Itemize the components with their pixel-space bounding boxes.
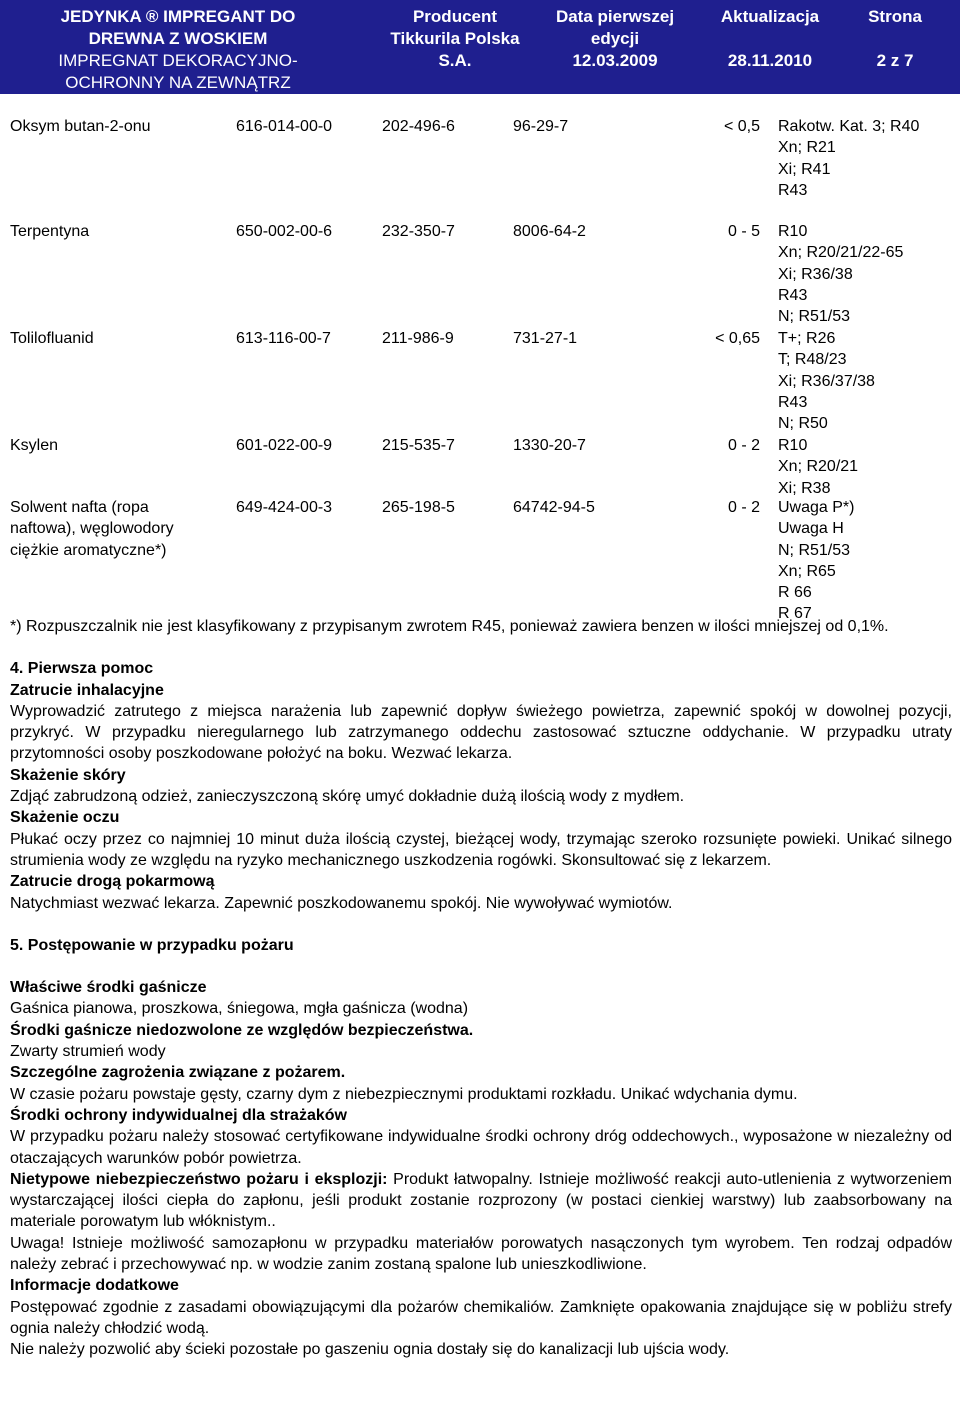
firefighter-ppe-text: W przypadku pożaru należy stosować certyfikowane indywidualne środki ochrony dróg oddechowych., wyposażone w niezależny od otaczających warunków pobór powietrza. — [10, 1128, 952, 1167]
header-line — [700, 28, 840, 50]
class-line: N; R51/53 — [778, 308, 851, 326]
index-number: 616-014-00-0 — [236, 118, 333, 135]
header-update — [700, 6, 840, 72]
cas-number: 8006-64-2 — [513, 223, 586, 240]
unsuitable-extinguishing-heading: Środki gaśnicze niedozwolone ze względów bezpieczeństwa. — [10, 1021, 474, 1039]
component-name — [10, 435, 58, 456]
index-number: 613-116-00-7 — [236, 330, 331, 347]
cas-number: 96-29-7 — [513, 118, 569, 135]
class-line: R43 — [778, 286, 808, 304]
class-line: Xn; R21 — [778, 139, 836, 157]
name-line: Tolilofluanid — [10, 330, 94, 347]
component-name — [10, 116, 151, 137]
cas-number: 731-27-1 — [513, 330, 578, 347]
extinguishing-text: Gaśnica pianowa, proszkowa, śniegowa, mgła gaśnicza (wodna) — [10, 1000, 469, 1018]
class-line: Uwaga H — [778, 520, 844, 538]
header-first-edition — [540, 6, 690, 72]
inhalation-text: Wyprowadzić zatrutego z miejsca narażenia lub zapewnić dopływ świeżego powietrza, zapewnić spokój w dowolnej pozycji, przykryć. W przypadku nieregularnego lub zatrzymanego oddechu zastosować sztuczne oddychanie. W przypadku utraty przytomności osoby poszkodowane położyć na boku. Wezwać lekarza. — [10, 702, 952, 763]
header-product-name — [8, 6, 348, 94]
class-line: Xi; R36/38 — [778, 265, 853, 283]
header-line: Tikkurila Polska — [390, 29, 520, 48]
section-5-title: 5. Postępowanie w przypadku pożaru — [10, 936, 294, 954]
additional-info-text: Postępować zgodnie z zasadami obowiązującymi dla pożarów chemikaliów. Zamknięte opakowania znajdujące się w pobliżu strefy ognia należy chłodzić wodą. — [10, 1298, 952, 1337]
component-name — [10, 221, 89, 242]
class-line: Xn; R20/21 — [778, 458, 859, 476]
inhalation-heading: Zatrucie inhalacyjne — [10, 681, 164, 699]
class-line: R43 — [778, 181, 808, 199]
oral-heading: Zatrucie drogą pokarmową — [10, 873, 215, 891]
classification — [778, 328, 875, 434]
unsuitable-extinguishing-text: Zwarty strumień wody — [10, 1043, 166, 1061]
class-line: Xi; R38 — [778, 479, 831, 497]
class-line: Xi; R36/37/38 — [778, 372, 875, 390]
cas-number: 1330-20-7 — [513, 437, 586, 454]
class-line: N; R51/53 — [778, 541, 851, 559]
classification — [778, 116, 919, 201]
skin-heading: Skażenie skóry — [10, 766, 126, 784]
table-row — [10, 116, 955, 221]
class-line: Uwaga P*) — [778, 499, 855, 516]
eyes-heading: Skażenie oczu — [10, 809, 120, 827]
header-line: OCHRONNY NA ZEWNĄTRZ — [65, 73, 291, 92]
index-number: 649-424-00-3 — [236, 499, 333, 516]
header-line: Strona — [868, 7, 922, 26]
header-page — [840, 6, 950, 72]
classification — [778, 435, 858, 499]
table-row — [10, 497, 955, 625]
component-name — [10, 497, 174, 561]
oral-text: Natychmiast wezwać lekarza. Zapewnić poszkodowanemu spokój. Nie wywoływać wymiotów. — [10, 894, 673, 912]
header-line — [840, 28, 950, 50]
header-line: 12.03.2009 — [572, 51, 658, 70]
header-line: IMPREGNAT DEKORACYJNO- — [58, 51, 298, 70]
classification — [778, 497, 854, 625]
table-row — [10, 328, 955, 435]
header-line: 2 z 7 — [876, 51, 914, 70]
spacer — [10, 914, 952, 935]
name-line: Oksym butan-2-onu — [10, 118, 151, 135]
components-table — [10, 116, 955, 625]
footnote: *) Rozpuszczalnik nie jest klasyfikowany z przypisanym zwrotem R45, ponieważ zawiera benzen w ilości mniejszej od 0,1%. — [10, 618, 889, 635]
header-producer — [370, 6, 540, 72]
class-line: Xi; R41 — [778, 160, 831, 178]
name-line: naftowa), węglowodory — [10, 520, 174, 538]
concentration: < 0,5 — [723, 118, 760, 135]
concentration: < 0,65 — [715, 330, 760, 347]
class-line: N; R50 — [778, 415, 828, 433]
header-line: S.A. — [438, 51, 472, 70]
spacer — [10, 637, 952, 658]
concentration: 0 - 2 — [727, 499, 760, 516]
ec-number: 211-986-9 — [382, 330, 454, 347]
class-line: R 66 — [778, 584, 812, 602]
ec-number: 232-350-7 — [382, 223, 455, 240]
section-4-title: 4. Pierwsza pomoc — [10, 660, 154, 678]
extinguishing-heading: Właściwe środki gaśnicze — [10, 979, 207, 997]
header-line: edycji — [590, 29, 640, 48]
concentration: 0 - 2 — [727, 437, 760, 454]
class-line: T+; R26 — [778, 330, 836, 347]
firefighter-ppe-heading: Środki ochrony indywidualnej dla strażaków — [10, 1106, 347, 1124]
class-line: R 67 — [778, 605, 812, 623]
warning-text: Uwaga! Istnieje możliwość samozapłonu w przypadku materiałów porowatych nasączonych tym wyrobem. Ten rodzaj odpadów należy zebrać i przechowywać np. w wodzie zanim zostaną spalone lub unieszkodliwione. — [10, 1234, 952, 1274]
ec-number: 265-198-5 — [382, 499, 455, 516]
additional-info-heading: Informacje dodatkowe — [10, 1277, 179, 1295]
class-line: R43 — [778, 393, 808, 411]
unusual-hazard-text: Produkt łatwopalny. Istnieje możliwość reakcji auto-utlenienia z wytworzeniem wystarczającej ilości ciepła do zapłonu, jeśli produkt zostanie rozprozony (w postaci cienkiej warstwy) lub zaabsorbowany na materiale porowatym lub włóknistym.. — [10, 1170, 953, 1231]
fire-hazards-text: W czasie pożaru powstaje gęsty, czarny dym z niebezpiecznymi produktami rozkładu. Unikać wdychania dymu. — [10, 1085, 798, 1103]
name-line: Terpentyna — [10, 223, 90, 240]
eyes-text: Płukać oczy przez co najmniej 10 minut duża ilością czystej, bieżącej wody, trzymając szeroko rozsunięte powieki. Unikać silnego strumienia wody ze względu na ryzyko mechanicznego uszkodzenia rogówki. Skonsultować się z lekarzem. — [10, 830, 952, 869]
fire-hazards-heading: Szczególne zagrożenia związane z pożarem. — [10, 1064, 346, 1082]
header-line: 28.11.2010 — [727, 51, 813, 70]
table-row — [10, 221, 955, 328]
component-name — [10, 328, 94, 349]
document-body — [10, 616, 952, 1361]
index-number: 601-022-00-9 — [236, 437, 333, 454]
concentration: 0 - 5 — [727, 223, 760, 240]
skin-text: Zdjąć zabrudzoną odzież, zanieczyszczoną skórę umyć dokładnie dużą ilością wody z mydłem. — [10, 788, 685, 806]
name-line: Ksylen — [10, 437, 59, 454]
header-line: Aktualizacja — [720, 7, 820, 26]
class-line: R10 — [778, 223, 808, 240]
class-line: T; R48/23 — [778, 351, 847, 369]
class-line: R10 — [778, 437, 808, 454]
additional-info-text-2: Nie należy pozwolić aby ścieki pozostałe po gaszeniu ognia dostały się do kanalizacji lub ujścia wody. — [10, 1341, 730, 1359]
class-line: Xn; R20/21/22-65 — [778, 244, 904, 262]
table-row — [10, 435, 955, 497]
class-line: Xn; R65 — [778, 562, 836, 580]
unusual-hazard-paragraph — [10, 1169, 952, 1233]
header-line: DREWNA Z WOSKIEM — [88, 29, 268, 48]
name-line: ciężkie aromatyczne*) — [10, 541, 167, 559]
document-header — [0, 0, 960, 94]
ec-number: 202-496-6 — [382, 118, 455, 135]
classification — [778, 221, 903, 327]
header-line: JEDYNKA ® IMPREGANT DO — [60, 7, 296, 26]
spacer — [10, 956, 952, 977]
ec-number: 215-535-7 — [382, 437, 455, 454]
header-line: Data pierwszej — [555, 7, 675, 26]
cas-number: 64742-94-5 — [513, 499, 595, 516]
unusual-hazard-heading: Nietypowe niebezpieczeństwo pożaru i eksplozji: — [10, 1170, 388, 1188]
index-number: 650-002-00-6 — [236, 223, 333, 240]
name-line: Solwent nafta (ropa — [10, 499, 149, 516]
header-line: Producent — [412, 7, 498, 26]
class-line: Rakotw. Kat. 3; R40 — [778, 118, 920, 135]
